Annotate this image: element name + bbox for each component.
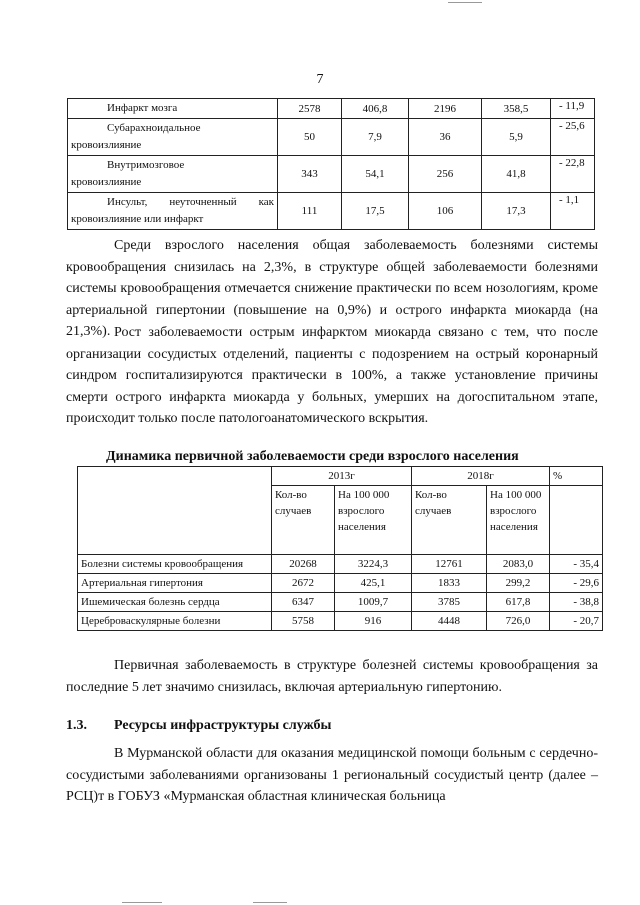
header-empty (78, 467, 272, 486)
cell: - 29,6 (550, 574, 603, 593)
header-year-2018: 2018г (412, 467, 550, 486)
cell: 256 (409, 156, 482, 193)
cell: 406,8 (342, 99, 409, 119)
cell: 6347 (272, 593, 335, 612)
cell: 106 (409, 193, 482, 230)
header-rate: На 100 000 взрослого населения (487, 486, 550, 555)
top-rule (448, 2, 482, 3)
table-row (68, 119, 595, 156)
row-name: Ишемическая болезнь сердца (78, 593, 272, 612)
cell: 3224,3 (335, 555, 412, 574)
cell: 2083,0 (487, 555, 550, 574)
cell: 2672 (272, 574, 335, 593)
section-number: 1.3. (66, 718, 87, 733)
cell: 54,1 (342, 156, 409, 193)
cell: 17,3 (482, 193, 551, 230)
header-percent: % (550, 467, 603, 486)
table-row (68, 193, 595, 230)
cell: 2578 (278, 99, 342, 119)
table-row (78, 574, 603, 593)
cell: 343 (278, 156, 342, 193)
row-name: Внутримозговое кровоизлияние (68, 156, 278, 193)
cell: 50 (278, 119, 342, 156)
header-count: Кол-во случаев (412, 486, 487, 555)
row-name: Инсульт, неуточненный как кровоизлияние или инфаркт (68, 193, 278, 230)
table-row (78, 593, 603, 612)
paragraph-2: Рост заболеваемости острым инфарктом миокарда связано с тем, что после организации сосудистых отделений, пациенты с подозрением на острый коронарный синдром госпитализируются практически в 100%, а также установление причины смерти острого инфаркта миокарда у больных, умерших на догоспитальном этапе, происходит только после патологоанатомического вскрытия. (66, 325, 598, 426)
cell: 41,8 (482, 156, 551, 193)
cell: 20268 (272, 555, 335, 574)
cell: 299,2 (487, 574, 550, 593)
cell: 5758 (272, 612, 335, 631)
bottom-rule (253, 902, 287, 903)
header-empty (550, 486, 603, 555)
cell: 617,8 (487, 593, 550, 612)
cell: - 11,9 (551, 99, 595, 119)
section-title: Ресурсы инфраструктуры службы (114, 718, 332, 733)
table-row (68, 156, 595, 193)
header-count: Кол-во случаев (272, 486, 335, 555)
cell: 425,1 (335, 574, 412, 593)
cell: 7,9 (342, 119, 409, 156)
paragraph-3: Первичная заболеваемость в структуре болезней системы кровообращения за последние 5 лет значимо снизилась, включая артериальную гипертонию. (66, 658, 598, 695)
cell: 2196 (409, 99, 482, 119)
header-year-2013: 2013г (272, 467, 412, 486)
cell: 1833 (412, 574, 487, 593)
cell: 3785 (412, 593, 487, 612)
cell: - 35,4 (550, 555, 603, 574)
paragraph-4: В Мурманской области для оказания медицинской помощи больным с сердечно-сосудистыми заболеваниями организованы 1 региональный сосудистый центр (далее – РСЦ)т в ГОБУЗ «Мурманская областная клиническая больница (66, 746, 598, 804)
cell: 4448 (412, 612, 487, 631)
incidence-table (77, 466, 603, 631)
header-rate: На 100 000 взрослого населения (335, 486, 412, 555)
table-row (78, 555, 603, 574)
cell: 17,5 (342, 193, 409, 230)
cell: 726,0 (487, 612, 550, 631)
page-number: 7 (316, 72, 324, 87)
cell: 916 (335, 612, 412, 631)
cell: 111 (278, 193, 342, 230)
table-header-row (78, 467, 603, 486)
table-row (68, 99, 595, 119)
cell: - 25,6 (551, 119, 595, 156)
cell: - 22,8 (551, 156, 595, 193)
table-header-row (78, 486, 603, 555)
paragraph-1: Среди взрослого населения общая заболеваемость болезнями системы кровообращения снизилась на 2,3%, в структуре общей заболеваемости болезнями системы кровообращения отмечается снижение практически по всем нозологиям, кроме артериальной гипертонии (повышение на 0,9%) и острого инфаркта миокарда (на 21,3%). (66, 238, 598, 339)
row-name: Болезни системы кровообращения (78, 555, 272, 574)
cell: 1009,7 (335, 593, 412, 612)
row-name: Цереброваскулярные болезни (78, 612, 272, 631)
row-name: Субарахноидальное кровоизлияние (68, 119, 278, 156)
row-name: Артериальная гипертония (78, 574, 272, 593)
cell: 358,5 (482, 99, 551, 119)
section-heading (66, 718, 331, 734)
cell: - 1,1 (551, 193, 595, 230)
cell: - 20,7 (550, 612, 603, 631)
bottom-rule (122, 902, 162, 903)
cell: 12761 (412, 555, 487, 574)
table-caption: Динамика первичной заболеваемости среди взрослого населения (106, 449, 519, 464)
cell: 5,9 (482, 119, 551, 156)
stroke-table (67, 98, 595, 230)
table-row (78, 612, 603, 631)
header-empty (78, 486, 272, 555)
row-name: Инфаркт мозга (68, 99, 278, 119)
cell: 36 (409, 119, 482, 156)
cell: - 38,8 (550, 593, 603, 612)
